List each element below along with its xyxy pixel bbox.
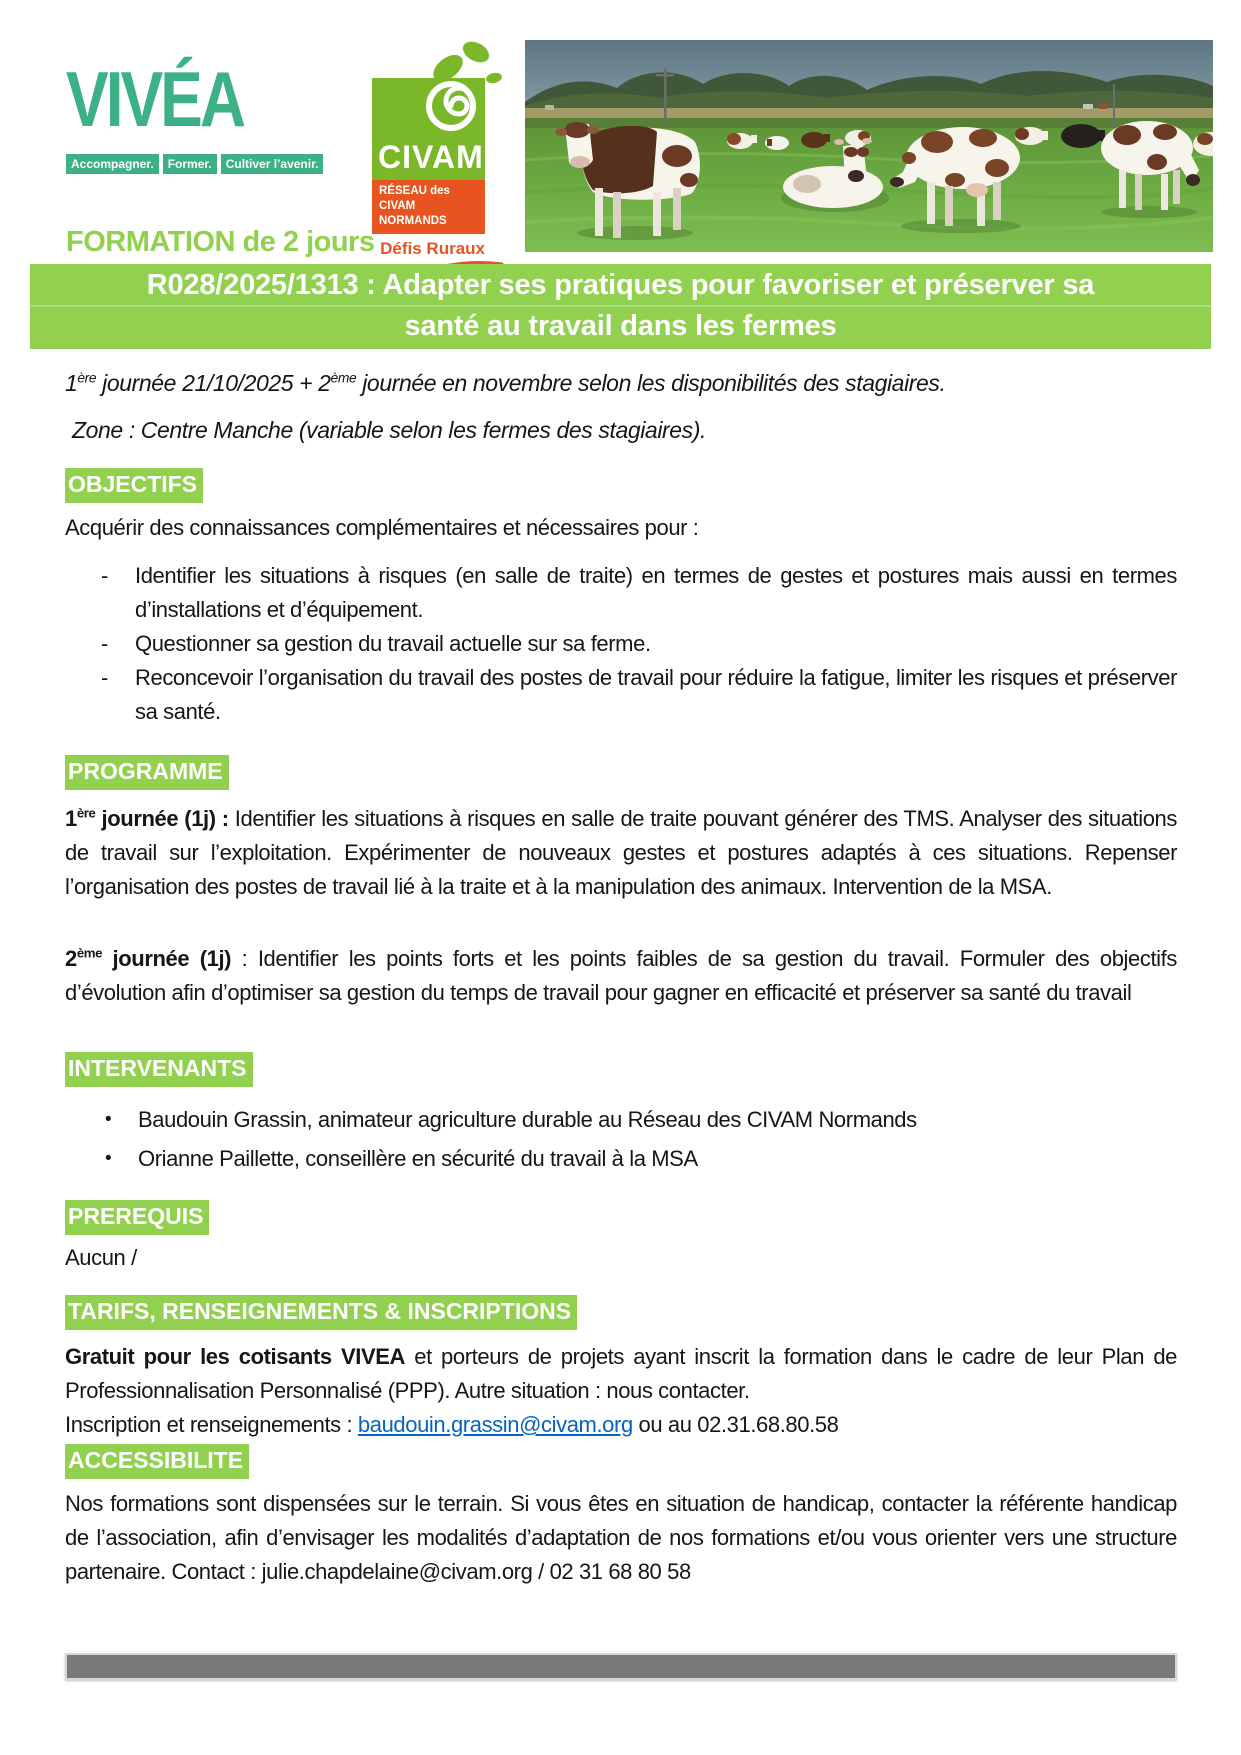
vivea-tagline-segment: Former. (163, 154, 217, 174)
list-item: - Questionner sa gestion du travail actuelle sur sa ferme. (65, 627, 1177, 661)
zone-line: Zone : Centre Manche (variable selon les fermes des stagiaires). (72, 417, 707, 443)
civam-network-band (372, 180, 485, 234)
programme-heading: PROGRAMME (65, 755, 229, 790)
footer-bar (65, 1653, 1177, 1680)
list-item: - Identifier les situations à risques (en salle de traite) en termes de gestes et postures mais aussi en termes d’installations et d’équipement. (65, 559, 1177, 627)
programme-day1: 1ère journée (1j) : Identifier les situations à risques en salle de traite pouvant générer des TMS. Analyser des situations de travail sur l’exploitation. Expérimenter de nouveaux gestes et postures adaptés à ces situations. Repenser l’organisation des postes de travail lié à la traite et à la manipulation des animaux. Intervention de la MSA. (65, 805, 1177, 899)
section-accessibilite (65, 1444, 1177, 1589)
inscription-line: Inscription et renseignements : baudouin.grassin@civam.org ou au 02.31.68.80.58 (65, 1412, 839, 1437)
dash-bullet: - (101, 631, 108, 656)
list-item: - Reconcevoir l’organisation du travail des postes de travail pour réduire la fatigue, limiter les risques et préserver sa santé. (65, 661, 1177, 729)
intervenants-list (65, 1103, 1177, 1176)
vivea-tagline-segment: Cultiver l’avenir. (221, 154, 324, 174)
section-tarifs (65, 1295, 1177, 1442)
programme-day2: 2ème journée (1j) : Identifier les points forts et les points faibles de sa gestion du travail. Formuler des objectifs d’évolution afin d’optimiser sa gestion du temps de travail pour gagner en efficacité et préserver sa santé du travail (65, 945, 1177, 1005)
dates-line: 1ère journée 21/10/2025 + 2ème journée en novembre selon les disponibilités des stagiaires. (65, 370, 946, 396)
accessibilite-heading: ACCESSIBILITE (65, 1444, 249, 1479)
section-programme (65, 755, 1177, 1010)
tarifs-text: Gratuit pour les cotisants VIVEA et porteurs de projets ayant inscrit la formation dans le cadre de leur Plan de Professionnalisation Personnalisé (PPP). Autre situation : nous contacter. (65, 1344, 1177, 1403)
objectifs-intro: Acquérir des connaissances complémentaires et nécessaires pour : (65, 515, 699, 540)
document-body (65, 366, 1177, 1589)
tarifs-heading: TARIFS, RENSEIGNEMENTS & INSCRIPTIONS (65, 1295, 577, 1330)
accessibilite-text: Nos formations sont dispensées sur le terrain. Si vous êtes en situation de handicap, contacter la référente handicap de l’association, afin d’envisager les modalités d’adaptation de nos formations et/ou vous orienter vers une structure partenaire. Contact : julie.chapdelaine@civam.org / 02 31 68 80 58 (65, 1491, 1177, 1584)
vivea-tagline (66, 154, 319, 174)
dot-bullet: • (105, 1109, 112, 1130)
civam-network-line2: NORMANDS (379, 214, 447, 227)
title-line2: santé au travail dans les fermes (404, 310, 837, 342)
title-banner (30, 264, 1211, 349)
section-prerequis (65, 1200, 1177, 1275)
civam-logo-square (372, 78, 485, 180)
section-intervenants (65, 1052, 1177, 1176)
prerequis-heading: PREREQUIS (65, 1200, 209, 1235)
dash-bullet: - (101, 563, 108, 588)
dot-bullet: • (105, 1148, 112, 1169)
apple-swirl-icon (422, 79, 480, 135)
vivea-logo (66, 55, 319, 174)
title-line1: R028/2025/1313 : Adapter ses pratiques pour favoriser et préserver sa (30, 264, 1211, 307)
civam-network-line1: RÉSEAU des CIVAM (379, 185, 450, 212)
cows-pasture-photo (525, 40, 1213, 252)
list-item: • Baudouin Grassin, animateur agriculture durable au Réseau des CIVAM Normands (65, 1103, 1177, 1137)
dash-bullet: - (101, 665, 108, 690)
defis-ruraux-label: Défis Ruraux (380, 238, 485, 258)
prerequis-text: Aucun / (65, 1245, 137, 1270)
list-item: • Orianne Paillette, conseillère en sécurité du travail à la MSA (65, 1142, 1177, 1176)
civam-logo (372, 38, 512, 270)
pasture-scene (525, 40, 1213, 252)
objectifs-list (65, 559, 1177, 729)
objectifs-heading: OBJECTIFS (65, 468, 203, 503)
email-link[interactable]: baudouin.grassin@civam.org (357, 1412, 633, 1437)
formation-kicker: FORMATION de 2 jours (66, 226, 375, 258)
section-objectifs (65, 468, 1177, 729)
intervenants-heading: INTERVENANTS (65, 1052, 253, 1087)
vivea-wordmark: VIVÉA (66, 55, 244, 143)
vivea-tagline-segment: Accompagner. (66, 154, 159, 174)
civam-wordmark: CIVAM (378, 139, 484, 175)
